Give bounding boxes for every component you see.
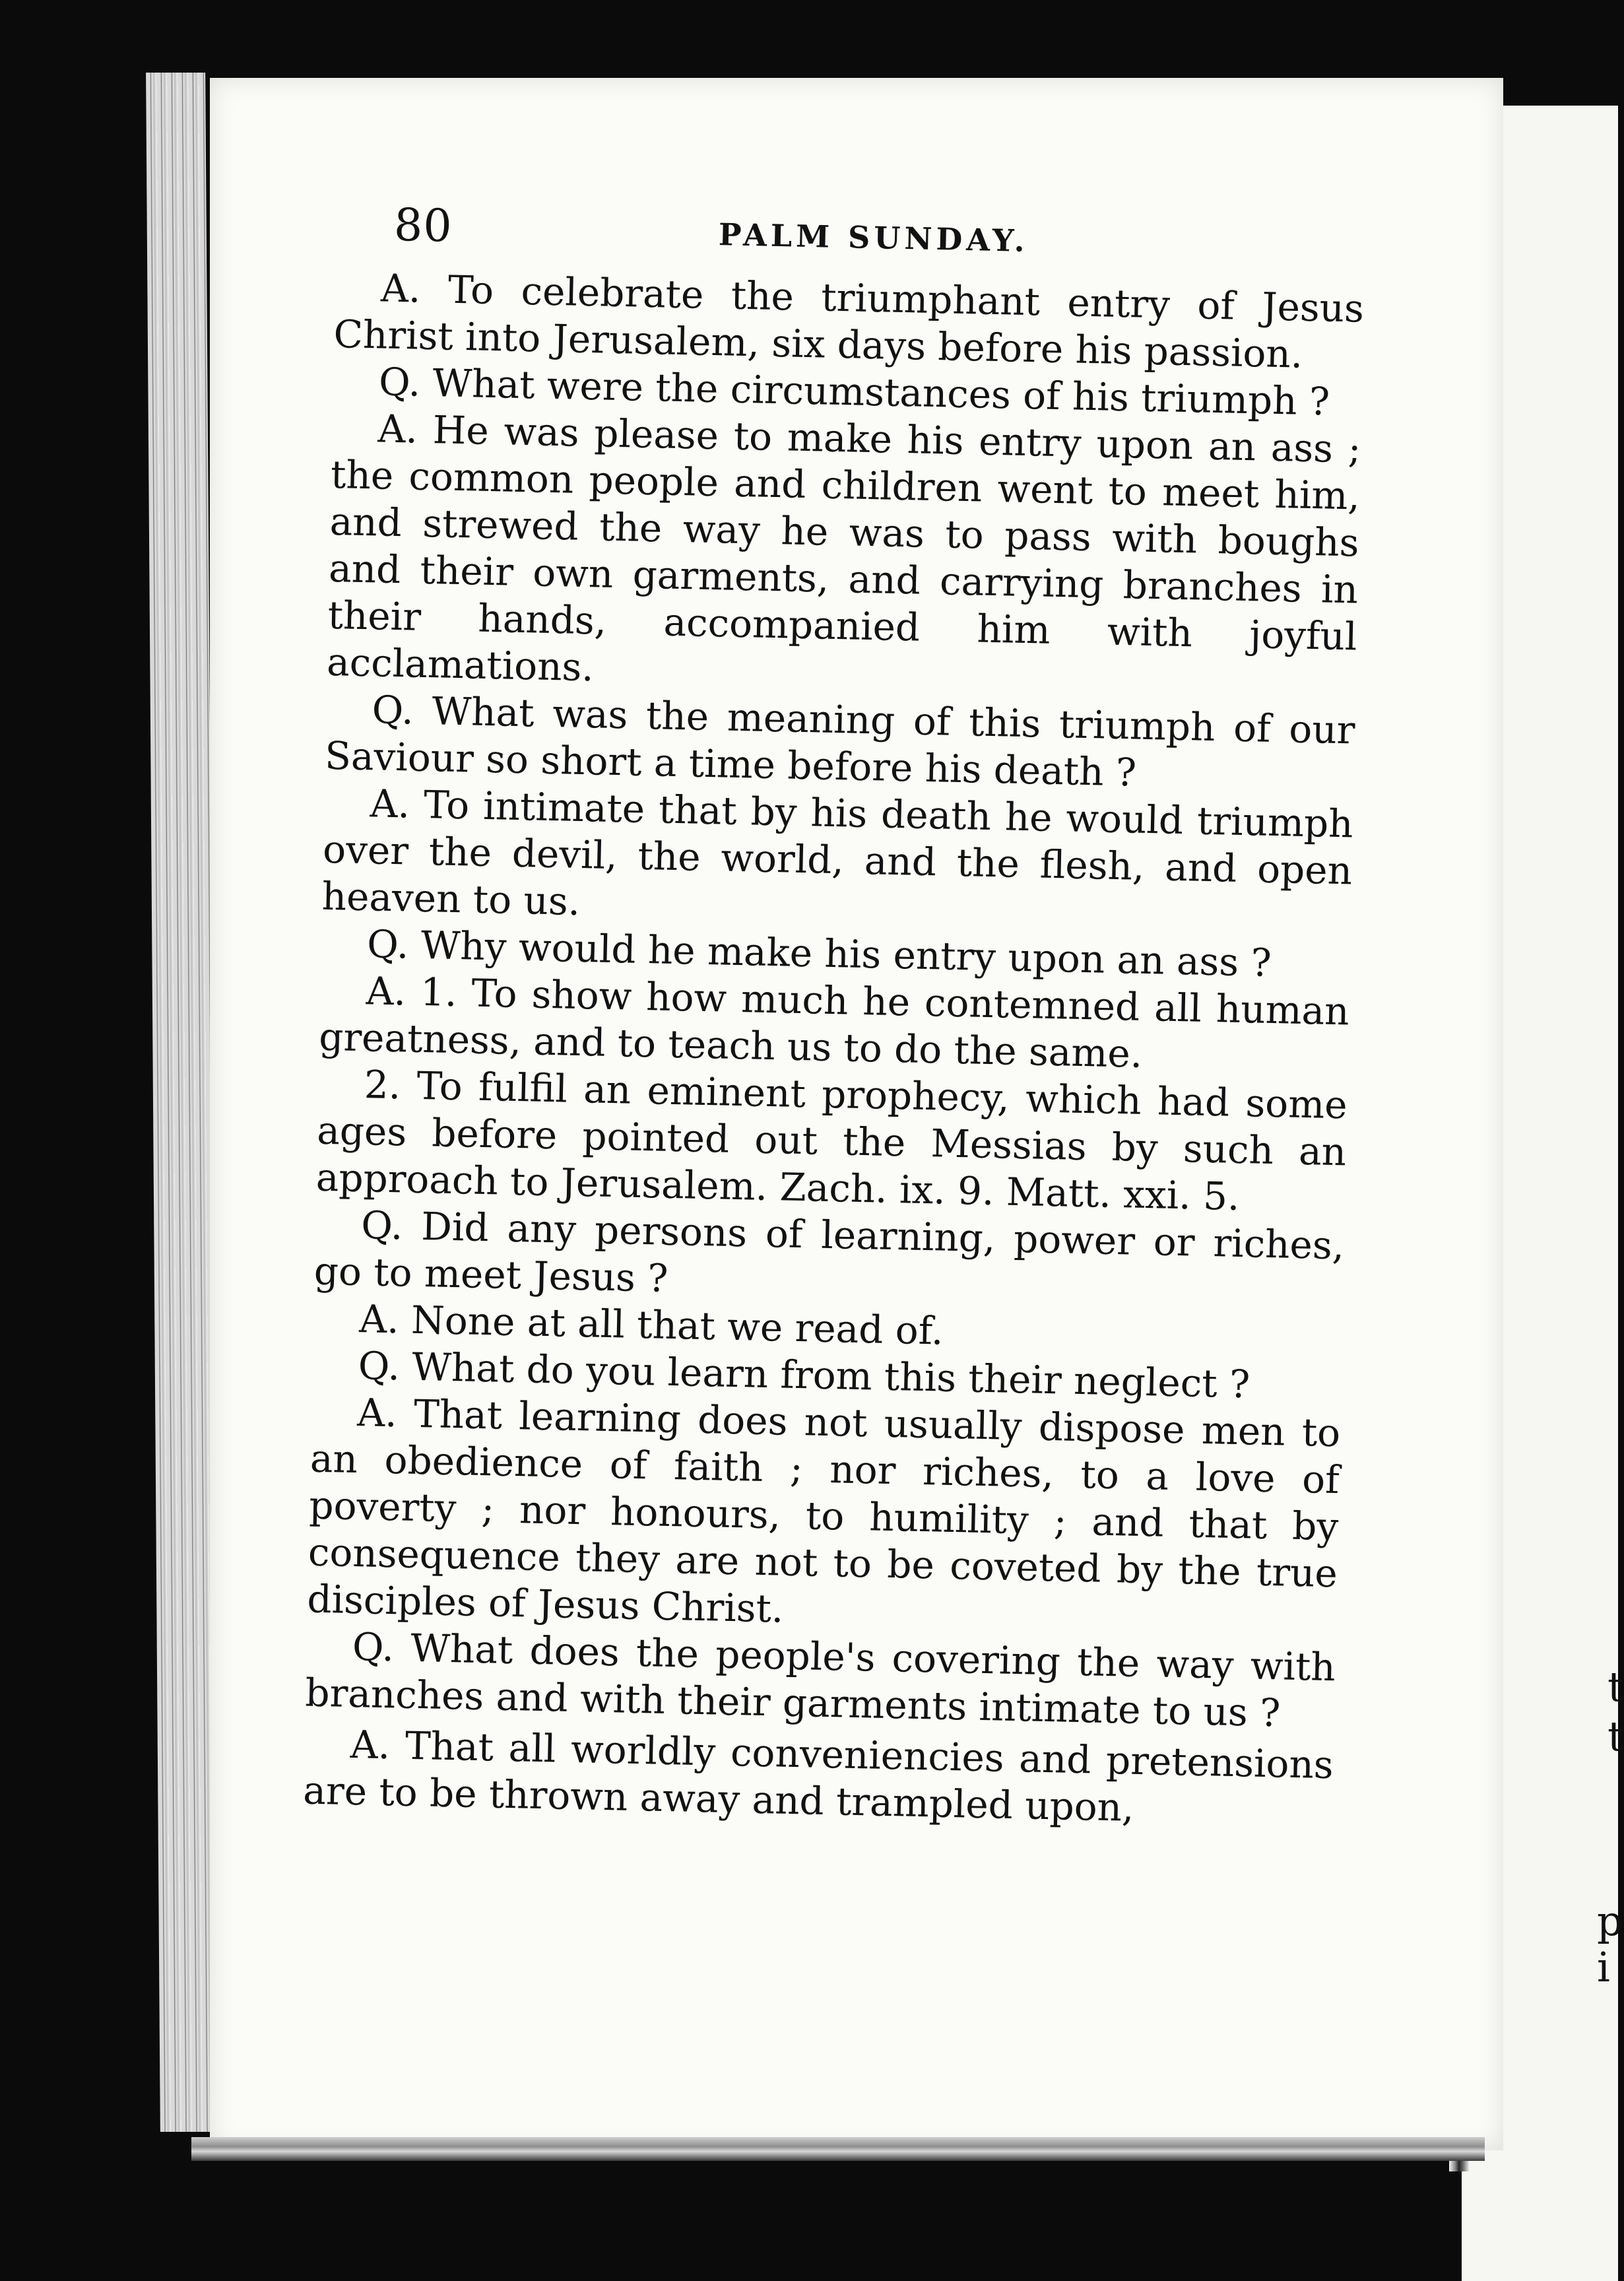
paragraph-answer: A. That learning does not usually dispose men to an obedience of faith ; nor riches, to a love of poverty ; nor honours, to humility ; and that by consequence they are not to be coveted by the true disciples of Jesus Christ. bbox=[306, 1390, 1341, 1632]
page-text-block bbox=[303, 198, 1366, 1835]
facing-page-fragment: t bbox=[1608, 1663, 1624, 1711]
page-bottom-edge bbox=[191, 2137, 1485, 2161]
page-number: 80 bbox=[393, 199, 453, 253]
paragraph-answer: A. To intimate that by his death he would triumph over the devil, the world, and the flesh, and open heaven to us. bbox=[321, 781, 1354, 924]
paragraph-question: Q. What do you learn from this their neglect ? bbox=[358, 1343, 1250, 1407]
paragraph-answer: A. 1. To show how much he contemned all human greatness, and to teach us to do the same. bbox=[318, 968, 1350, 1076]
paragraph-answer: A. He was please to make his entry upon an ass ; the common people and children went to meet him, and strewed the way he was to pass with boughs and their own garments, and carrying branches in their hands, accompanied him with joyful acclamations. bbox=[326, 406, 1362, 690]
facing-page-fragment: t bbox=[1608, 1712, 1624, 1760]
facing-page-fragment: p bbox=[1597, 1897, 1623, 1945]
paragraph-answer: A. That all worldly conveniencies and pretensions are to be thrown away and trampled upon, bbox=[302, 1721, 1334, 1830]
facing-page-fragment: i bbox=[1597, 1943, 1610, 1991]
paragraph-answer: A. None at all that we read of. bbox=[358, 1296, 944, 1354]
paragraph-answer-continued: 2. To fulfil an eminent prophecy, which had some ages before pointed out the Messias by such an approach to Jerusalem. Zach. ix. 9. Matt. xxi. 5. bbox=[315, 1062, 1348, 1219]
paragraph-question: Q. What was the meaning of this triumph of our Saviour so short a time before his death ? bbox=[324, 687, 1356, 795]
paragraph-question: Q. What were the circumstances of his triumph ? bbox=[378, 359, 1330, 424]
page-title: PALM SUNDAY. bbox=[718, 216, 1029, 259]
left-page-edges bbox=[146, 73, 220, 2132]
paragraph-answer: A. To celebrate the triumphant entry of Jesus Christ into Jerusalem, six days before his passion. bbox=[333, 265, 1365, 377]
paragraph-question: Q. What does the people's covering the way with branches and with their garments intimate to us ? bbox=[304, 1624, 1336, 1736]
paragraph-question: Q. Did any persons of learning, power or riches, go to meet Jesus ? bbox=[313, 1203, 1345, 1301]
paragraph-question: Q. Why would he make his entry upon an ass ? bbox=[366, 921, 1272, 985]
